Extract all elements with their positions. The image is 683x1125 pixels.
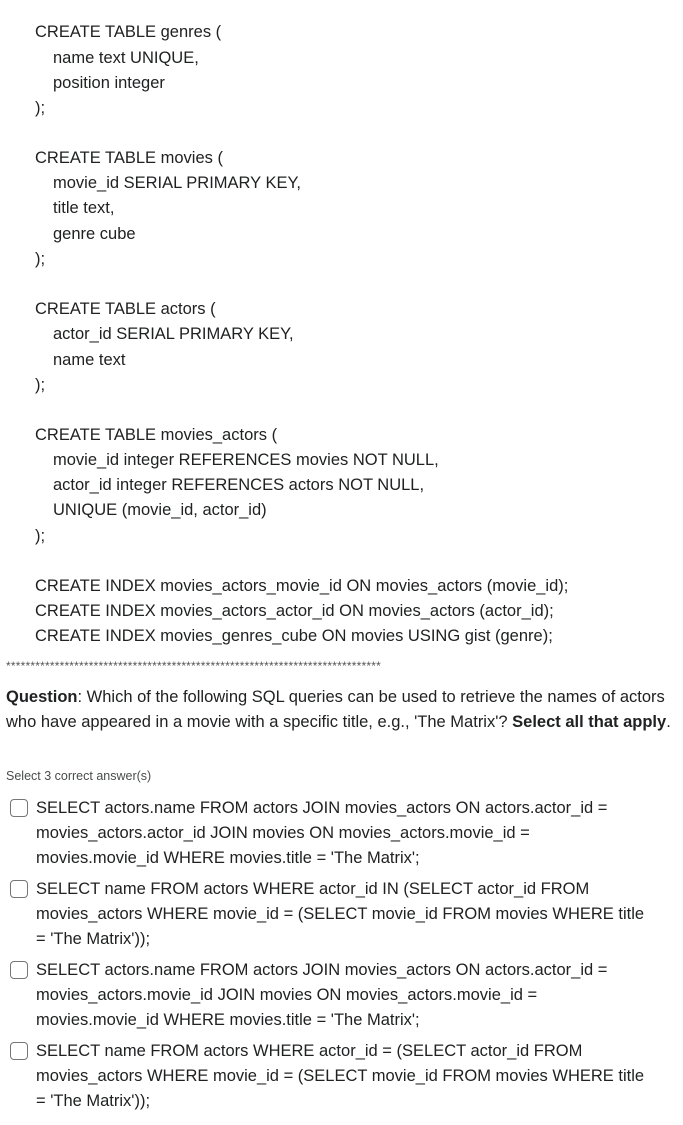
question-label: Question — [6, 688, 78, 706]
option-checkbox[interactable] — [10, 880, 28, 898]
code-line: CREATE INDEX movies_actors_actor_id ON movies_actors (actor_id); — [35, 602, 554, 620]
code-line: actor_id integer REFERENCES actors NOT NULL, — [53, 476, 425, 494]
code-line: CREATE TABLE genres ( — [35, 23, 222, 41]
code-line: position integer — [53, 74, 165, 92]
code-line: ); — [35, 250, 46, 268]
code-line: movie_id SERIAL PRIMARY KEY, — [53, 174, 301, 192]
code-line: genre cube — [53, 225, 136, 243]
code-line: CREATE TABLE movies ( — [35, 149, 223, 167]
option-text[interactable]: SELECT name FROM actors WHERE actor_id IN (SELECT actor_id FROM movies_actors WHERE movie_id = (SELECT movie_id FROM movies WHERE title = 'The Matrix')); — [36, 880, 645, 949]
code-line: name text — [53, 351, 126, 369]
option-checkbox[interactable] — [10, 961, 28, 979]
option-text[interactable]: SELECT name FROM actors WHERE actor_id = (SELECT actor_id FROM movies_actors WHERE movie_id = (SELECT movie_id FROM movies WHERE title = 'The Matrix')); — [36, 1042, 645, 1111]
code-line: title text, — [53, 199, 115, 217]
question-end: . — [666, 713, 671, 732]
code-line: movie_id integer REFERENCES movies NOT NULL, — [53, 451, 439, 469]
code-line: name text UNIQUE, — [53, 49, 199, 67]
code-line: ); — [35, 527, 46, 545]
code-line: CREATE TABLE movies_actors ( — [35, 426, 278, 444]
code-line: ); — [35, 99, 46, 117]
question-emphasis: Select all that apply — [512, 713, 667, 732]
code-line: ); — [35, 376, 46, 394]
code-line: actor_id SERIAL PRIMARY KEY, — [53, 325, 294, 343]
option-text[interactable]: SELECT actors.name FROM actors JOIN movies_actors ON actors.actor_id = movies_actors.movie_id JOIN movies ON movies_actors.movie_id = movies.movie_id WHERE movies.title = 'The Matrix'; — [36, 961, 608, 1030]
separator: ***************************************************************************** — [6, 659, 381, 673]
option-checkbox[interactable] — [10, 799, 28, 817]
answer-count-hint: Select 3 correct answer(s) — [6, 769, 152, 783]
question-text — [6, 685, 671, 736]
code-line: UNIQUE (movie_id, actor_id) — [53, 501, 267, 519]
code-line: CREATE TABLE actors ( — [35, 300, 216, 318]
option-text[interactable]: SELECT actors.name FROM actors JOIN movies_actors ON actors.actor_id = movies_actors.actor_id JOIN movies ON movies_actors.movie_id = movies.movie_id WHERE movies.title = 'The Matrix'; — [36, 799, 608, 868]
option-checkbox[interactable] — [10, 1042, 28, 1060]
code-line: CREATE INDEX movies_actors_movie_id ON movies_actors (movie_id); — [35, 577, 569, 595]
code-line: CREATE INDEX movies_genres_cube ON movies USING gist (genre); — [35, 627, 553, 645]
question-body: : Which of the following SQL queries can be used to retrieve the names of actors who have appeared in a movie with a specific title, e.g., 'The Matrix'? — [6, 688, 665, 732]
